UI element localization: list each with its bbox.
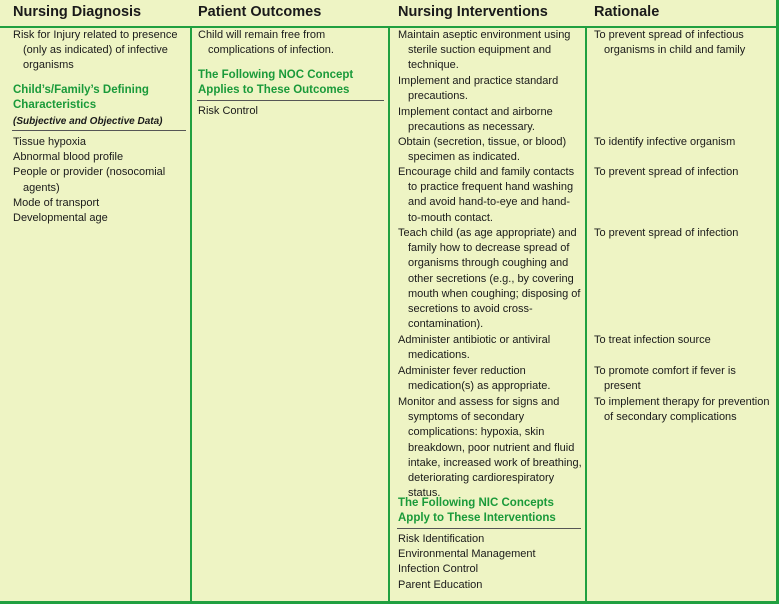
- list-item: Developmental age: [13, 212, 108, 225]
- list-item: Tissue hypoxia: [13, 136, 86, 148]
- section-rule: [12, 130, 186, 131]
- rationale-item: To prevent spread of infectious organisms in child and family: [594, 29, 746, 57]
- intervention-item: Encourage child and family contacts to practice frequent hand washing and avoid hand-to-eye and hand-to-mouth contact.: [398, 166, 575, 224]
- defining-characteristics-subheading: (Subjective and Objective Data): [13, 116, 163, 127]
- intervention-item: Administer fever reduction medication(s) as appropriate.: [398, 365, 551, 393]
- intervention-item: Implement contact and airborne precautions as necessary.: [398, 106, 553, 134]
- intervention-item: Administer antibiotic or antiviral medications.: [398, 334, 551, 362]
- list-item: Environmental Management: [398, 548, 536, 561]
- characteristics-list: [13, 135, 185, 226]
- diagnosis-statement: Risk for Injury related to presence (only as indicated) of infective organisms: [13, 29, 178, 72]
- column-divider: [388, 28, 390, 601]
- intervention-item: Teach child (as age appropriate) and family how to decrease spread of organisms through coughing and other secretions (e.g., by covering mouth when coughing; disposing of secretions to avoid cross-contamination).: [398, 227, 581, 331]
- list-item: Parent Education: [398, 578, 483, 591]
- column-divider: [585, 28, 587, 601]
- intervention-item: Obtain (secretion, tissue, or blood) specimen as indicated.: [398, 136, 567, 164]
- list-item: Risk Control: [198, 105, 258, 117]
- rationale-item: To prevent spread of infection: [594, 227, 739, 239]
- defining-characteristics-heading: Child’s/Family’s Defining Characteristics: [13, 84, 149, 111]
- outcome-statement: Child will remain free from complications of infection.: [198, 29, 334, 57]
- list-item: Infection Control: [398, 563, 479, 576]
- header-nursing-diagnosis: Nursing Diagnosis: [13, 4, 142, 20]
- nic-heading: The Following NIC Concepts Apply to These Interventions: [398, 497, 556, 524]
- intervention-item: Monitor and assess for signs and symptoms of secondary complications: hypoxia, skin breakdown, poor nutrient and fluid intake, increased work of breathing, deteriorating cardiorespiratory status.: [398, 396, 582, 500]
- list-item: Mode of transport: [13, 196, 100, 209]
- column-divider: [190, 28, 192, 601]
- intervention-item: Implement and practice standard precautions.: [398, 75, 559, 103]
- noc-concept-list: [198, 104, 378, 119]
- intervention-item: Maintain aseptic environment using sterile suction equipment and technique.: [398, 29, 571, 72]
- nic-concept-list: [398, 532, 582, 593]
- rationale-item: To promote comfort if fever is present: [594, 365, 736, 393]
- section-rule: [197, 100, 384, 101]
- header-patient-outcomes: Patient Outcomes: [198, 4, 322, 20]
- list-item: Abnormal blood profile: [13, 151, 124, 164]
- header-rationale: Rationale: [594, 4, 660, 20]
- rationale-item: To implement therapy for prevention of secondary complications: [594, 396, 770, 424]
- section-rule: [397, 528, 581, 529]
- rationale-item: To prevent spread of infection: [594, 166, 739, 178]
- table-header: [0, 0, 776, 28]
- rationale-item: To treat infection source: [594, 334, 711, 346]
- header-nursing-interventions: Nursing Interventions: [398, 4, 548, 20]
- list-item: People or provider (nosocomial agents): [13, 166, 166, 194]
- list-item: Risk Identification: [398, 533, 485, 545]
- noc-heading: The Following NOC Concept Applies to These Outcomes: [198, 69, 354, 96]
- rationale-item: To identify infective organism: [594, 136, 736, 148]
